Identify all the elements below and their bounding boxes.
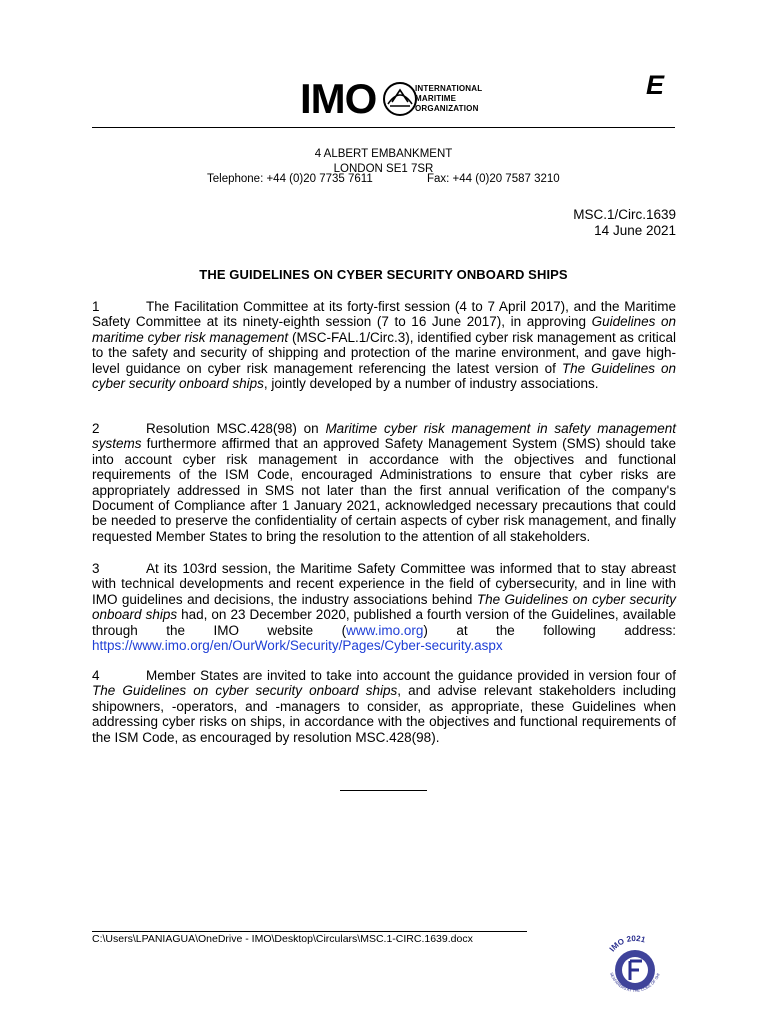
language-mark: E: [646, 70, 665, 100]
italic-title: Maritime cyber risk management in safety management systems: [92, 421, 676, 452]
imo-website-link[interactable]: www.imo.org: [346, 622, 424, 638]
header-rule: [92, 127, 675, 128]
document-number: MSC.1/Circ.1639: [573, 207, 676, 222]
org-name: INTERNATIONAL MARITIME ORGANIZATION: [415, 84, 483, 113]
paragraph-number: 1: [92, 299, 100, 314]
italic-title: The Guidelines on cyber security onboard ships: [92, 683, 398, 699]
paragraph-4: 4 Member States are invited to take into account the guidance provided in version four of The Guidelines on cyber security onboard ships, and advise relevant stakeholders including shipowners, -operators, and -managers to consider, as appropriate, these Guidelines when addressing cyber risks on ships, in accordance with the objectives and functional requirements of the ISM Code, as encouraged by resolution MSC.428(98).: [92, 668, 676, 745]
fax: Fax: +44 (0)20 7587 3210: [427, 173, 560, 185]
end-of-document-line: [340, 790, 427, 791]
imo-logo-text: IMO: [300, 78, 377, 120]
paragraph-number: 3: [92, 561, 100, 576]
cyber-security-page-link[interactable]: https://www.imo.org/en/OurWork/Security/Pages/Cyber-security.aspx: [92, 638, 503, 654]
document-reference: [573, 207, 676, 239]
italic-title: The Guidelines on cyber security onboard ships: [92, 591, 676, 623]
footer-file-path: C:\Users\LPANIAGUA\OneDrive - IMO\Desktop\Circulars\MSC.1-CIRC.1639.docx: [92, 933, 473, 945]
footer-rule: [92, 931, 527, 932]
imo-2021-seal-icon: [600, 933, 670, 1003]
italic-title: Guidelines on maritime cyber risk management: [92, 314, 676, 345]
svg-text:IMO 2021: IMO 2021: [607, 933, 647, 954]
italic-title: The Guidelines on cyber security onboard ships: [92, 360, 676, 392]
telephone: Telephone: +44 (0)20 7735 7611: [207, 173, 373, 185]
document-title: THE GUIDELINES ON CYBER SECURITY ONBOARD SHIPS: [199, 267, 568, 282]
address-line-2: LONDON SE1 7SR: [333, 163, 434, 175]
imo-emblem-icon: [384, 83, 416, 115]
paragraph-number: 2: [92, 421, 100, 436]
paragraph-number: 4: [92, 668, 100, 683]
address-line-1: 4 ALBERT EMBANKMENT: [314, 148, 453, 160]
paragraph-3: 3 At its 103rd session, the Maritime Safety Committee was informed that to stay abreast with technical developments and recent experience in the field of cybersecurity, and in line with IMO guidelines and decisions, the industry associations behind The Guidelines on cyber security onboard ships had, on 23 December 2020, published a fourth version of the Guidelines, available through the IMO website (www.imo.org) at the following address: https://www.imo.org/en/OurWork/Security/Pages/Cyber-security.aspx: [92, 561, 676, 654]
paragraph-1: 1 The Facilitation Committee at its forty-first session (4 to 7 April 2017), and the Maritime Safety Committee at its ninety-eighth session (7 to 16 June 2017), in approving Guidelines on maritime cyber risk management (MSC-FAL.1/Circ.3), identified cyber risk management as critical to the safety and security of shipping and protection of the marine environment, and gave high-level guidance on cyber risk management referencing the latest version of The Guidelines on cyber security onboard ships, jointly developed by a number of industry associations.: [92, 299, 677, 392]
paragraph-2: 2 Resolution MSC.428(98) on Maritime cyber risk management in safety management systems furthermore affirmed that an approved Safety Management System (SMS) should take into account cyber risk management in accordance with the objectives and functional requirements of the ISM Code, encouraged Administrations to ensure that cyber risks are appropriately addressed in SMS not later than the first annual verification of the company's Document of Compliance after 1 January 2021, acknowledged necessary precautions that could be needed to preserve the confidentiality of certain aspects of cyber risk management, and finally requested Member States to bring the resolution to the attention of all stakeholders.: [92, 421, 676, 544]
svg-text:SEAFARERS AT THE CORE OF SHIPP: SEAFARERS AT THE CORE OF SHI: [609, 971, 661, 993]
document-date: 14 June 2021: [594, 223, 676, 238]
